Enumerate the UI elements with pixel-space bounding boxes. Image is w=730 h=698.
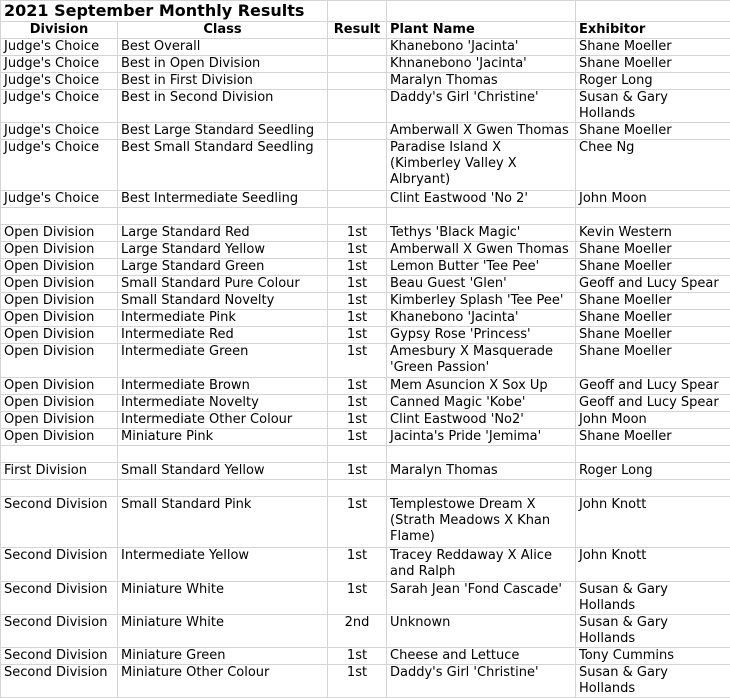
- plant-name-cell: Canned Magic 'Kobe': [387, 395, 576, 412]
- plant-name-cell: Clint Eastwood 'No2': [387, 412, 576, 429]
- plant-name-cell: Daddy's Girl 'Christine': [387, 665, 576, 698]
- division-cell: Open Division: [1, 276, 118, 293]
- result-cell: 1st: [328, 259, 387, 276]
- exhibitor-cell: Shane Moeller: [576, 310, 730, 327]
- exhibitor-cell: Roger Long: [576, 463, 730, 480]
- plant-name-cell: Amberwall X Gwen Thomas: [387, 123, 576, 140]
- result-cell: [328, 208, 387, 225]
- division-cell: Second Division: [1, 648, 118, 665]
- exhibitor-cell: Shane Moeller: [576, 293, 730, 310]
- table-row: [1, 327, 730, 344]
- plant-name-cell: Tethys 'Black Magic': [387, 225, 576, 242]
- class-cell: Best Intermediate Seedling: [118, 191, 328, 208]
- plant-name-cell: Paradise Island X (Kimberley Valley X Albryant): [387, 140, 576, 191]
- plant-name-cell: Maralyn Thomas: [387, 463, 576, 480]
- result-cell: [328, 73, 387, 90]
- class-cell: Intermediate Red: [118, 327, 328, 344]
- class-cell: [118, 446, 328, 463]
- blank-row: [1, 208, 730, 225]
- division-cell: Judge's Choice: [1, 90, 118, 123]
- result-cell: 1st: [328, 665, 387, 698]
- exhibitor-cell: John Knott: [576, 548, 730, 582]
- plant-name-cell: [387, 446, 576, 463]
- class-cell: Best in Open Division: [118, 56, 328, 73]
- result-cell: [328, 90, 387, 123]
- class-cell: Large Standard Green: [118, 259, 328, 276]
- class-cell: Miniature White: [118, 582, 328, 615]
- header-result: Result: [328, 22, 387, 39]
- table-row: [1, 582, 730, 615]
- class-cell: Small Standard Novelty: [118, 293, 328, 310]
- title-row: [1, 1, 730, 22]
- table-row: [1, 123, 730, 140]
- plant-name-cell: Tracey Reddaway X Alice and Ralph: [387, 548, 576, 582]
- result-cell: 1st: [328, 293, 387, 310]
- plant-name-cell: Lemon Butter 'Tee Pee': [387, 259, 576, 276]
- division-cell: Second Division: [1, 497, 118, 548]
- division-cell: Open Division: [1, 429, 118, 446]
- division-cell: Open Division: [1, 242, 118, 259]
- table-row: [1, 395, 730, 412]
- result-cell: 1st: [328, 582, 387, 615]
- result-cell: [328, 56, 387, 73]
- class-cell: Intermediate Pink: [118, 310, 328, 327]
- class-cell: Miniature Other Colour: [118, 665, 328, 698]
- division-cell: Open Division: [1, 293, 118, 310]
- division-cell: Judge's Choice: [1, 191, 118, 208]
- class-cell: Best Large Standard Seedling: [118, 123, 328, 140]
- result-cell: 1st: [328, 310, 387, 327]
- division-cell: [1, 208, 118, 225]
- header-class: Class: [118, 22, 328, 39]
- division-cell: Open Division: [1, 344, 118, 378]
- exhibitor-cell: Shane Moeller: [576, 259, 730, 276]
- class-cell: Small Standard Pure Colour: [118, 276, 328, 293]
- division-cell: Judge's Choice: [1, 140, 118, 191]
- division-cell: Open Division: [1, 225, 118, 242]
- table-row: [1, 56, 730, 73]
- class-cell: Intermediate Yellow: [118, 548, 328, 582]
- result-cell: 1st: [328, 463, 387, 480]
- table-row: [1, 191, 730, 208]
- division-cell: Open Division: [1, 395, 118, 412]
- class-cell: Miniature White: [118, 615, 328, 648]
- class-cell: Intermediate Other Colour: [118, 412, 328, 429]
- result-cell: [328, 39, 387, 56]
- exhibitor-cell: Shane Moeller: [576, 242, 730, 259]
- exhibitor-cell: Geoff and Lucy Spear: [576, 395, 730, 412]
- blank-row: [1, 446, 730, 463]
- division-cell: Open Division: [1, 327, 118, 344]
- table-row: [1, 412, 730, 429]
- header-division: Division: [1, 22, 118, 39]
- class-cell: Intermediate Brown: [118, 378, 328, 395]
- plant-name-cell: Khanebono 'Jacinta': [387, 310, 576, 327]
- plant-name-cell: Kimberley Splash 'Tee Pee': [387, 293, 576, 310]
- exhibitor-cell: Shane Moeller: [576, 429, 730, 446]
- table-row: [1, 225, 730, 242]
- division-cell: Judge's Choice: [1, 39, 118, 56]
- result-cell: [328, 191, 387, 208]
- exhibitor-cell: Chee Ng: [576, 140, 730, 191]
- exhibitor-cell: Shane Moeller: [576, 327, 730, 344]
- exhibitor-cell: John Moon: [576, 412, 730, 429]
- exhibitor-cell: [576, 446, 730, 463]
- class-cell: Miniature Pink: [118, 429, 328, 446]
- plant-name-cell: Unknown: [387, 615, 576, 648]
- table-row: [1, 39, 730, 56]
- division-cell: [1, 446, 118, 463]
- result-cell: 2nd: [328, 615, 387, 648]
- table-row: [1, 276, 730, 293]
- exhibitor-cell: Shane Moeller: [576, 123, 730, 140]
- blank-row: [1, 480, 730, 497]
- result-cell: 1st: [328, 429, 387, 446]
- division-cell: Open Division: [1, 412, 118, 429]
- class-cell: Large Standard Red: [118, 225, 328, 242]
- exhibitor-cell: Shane Moeller: [576, 39, 730, 56]
- plant-name-cell: Khnanebono 'Jacinta': [387, 56, 576, 73]
- division-cell: Open Division: [1, 378, 118, 395]
- class-cell: Intermediate Green: [118, 344, 328, 378]
- plant-name-cell: Amesbury X Masquerade 'Green Passion': [387, 344, 576, 378]
- exhibitor-cell: Tony Cummins: [576, 648, 730, 665]
- result-cell: [328, 123, 387, 140]
- table-row: [1, 310, 730, 327]
- result-cell: 1st: [328, 412, 387, 429]
- exhibitor-cell: [576, 208, 730, 225]
- plant-name-cell: Maralyn Thomas: [387, 73, 576, 90]
- class-cell: Miniature Green: [118, 648, 328, 665]
- table-row: [1, 429, 730, 446]
- result-cell: 1st: [328, 497, 387, 548]
- class-cell: [118, 480, 328, 497]
- table-row: [1, 615, 730, 648]
- exhibitor-cell: Roger Long: [576, 73, 730, 90]
- result-cell: 1st: [328, 648, 387, 665]
- plant-name-cell: Clint Eastwood 'No 2': [387, 191, 576, 208]
- plant-name-cell: Cheese and Lettuce: [387, 648, 576, 665]
- result-cell: [328, 446, 387, 463]
- class-cell: Best in Second Division: [118, 90, 328, 123]
- class-cell: Best Overall: [118, 39, 328, 56]
- result-cell: 1st: [328, 378, 387, 395]
- exhibitor-cell: Shane Moeller: [576, 56, 730, 73]
- plant-name-cell: Gypsy Rose 'Princess': [387, 327, 576, 344]
- table-row: [1, 648, 730, 665]
- table-row: [1, 73, 730, 90]
- plant-name-cell: Templestowe Dream X (Strath Meadows X Khan Flame): [387, 497, 576, 548]
- table-row: [1, 293, 730, 310]
- exhibitor-cell: Kevin Western: [576, 225, 730, 242]
- exhibitor-cell: Susan & Gary Hollands: [576, 582, 730, 615]
- plant-name-cell: [387, 480, 576, 497]
- table-row: [1, 259, 730, 276]
- result-cell: [328, 140, 387, 191]
- plant-name-cell: Amberwall X Gwen Thomas: [387, 242, 576, 259]
- exhibitor-cell: John Knott: [576, 497, 730, 548]
- class-cell: Best Small Standard Seedling: [118, 140, 328, 191]
- plant-name-cell: Daddy's Girl 'Christine': [387, 90, 576, 123]
- plant-name-cell: [387, 208, 576, 225]
- result-cell: 1st: [328, 327, 387, 344]
- exhibitor-cell: Geoff and Lucy Spear: [576, 378, 730, 395]
- result-cell: [328, 480, 387, 497]
- result-cell: 1st: [328, 225, 387, 242]
- table-row: [1, 140, 730, 191]
- table-row: [1, 497, 730, 548]
- division-cell: Second Division: [1, 548, 118, 582]
- exhibitor-cell: John Moon: [576, 191, 730, 208]
- class-cell: Intermediate Novelty: [118, 395, 328, 412]
- plant-name-cell: Sarah Jean 'Fond Cascade': [387, 582, 576, 615]
- result-cell: 1st: [328, 395, 387, 412]
- header-row: [1, 22, 730, 39]
- sheet-title: 2021 September Monthly Results: [1, 1, 328, 22]
- division-cell: Judge's Choice: [1, 73, 118, 90]
- result-cell: 1st: [328, 344, 387, 378]
- plant-name-cell: Beau Guest 'Glen': [387, 276, 576, 293]
- class-cell: Large Standard Yellow: [118, 242, 328, 259]
- exhibitor-cell: Susan & Gary Hollands: [576, 665, 730, 698]
- class-cell: Small Standard Pink: [118, 497, 328, 548]
- exhibitor-cell: Shane Moeller: [576, 344, 730, 378]
- exhibitor-cell: [576, 480, 730, 497]
- header-plant-name: Plant Name: [387, 22, 576, 39]
- division-cell: Open Division: [1, 259, 118, 276]
- exhibitor-cell: Susan & Gary Hollands: [576, 615, 730, 648]
- result-cell: 1st: [328, 548, 387, 582]
- table-row: [1, 242, 730, 259]
- table-row: [1, 463, 730, 480]
- plant-name-cell: Jacinta's Pride 'Jemima': [387, 429, 576, 446]
- exhibitor-cell: Susan & Gary Hollands: [576, 90, 730, 123]
- class-cell: Best in First Division: [118, 73, 328, 90]
- table-row: [1, 344, 730, 378]
- class-cell: [118, 208, 328, 225]
- division-cell: Judge's Choice: [1, 56, 118, 73]
- table-row: [1, 665, 730, 698]
- table-row: [1, 548, 730, 582]
- division-cell: Judge's Choice: [1, 123, 118, 140]
- table-row: [1, 90, 730, 123]
- division-cell: Open Division: [1, 310, 118, 327]
- plant-name-cell: Mem Asuncion X Sox Up: [387, 378, 576, 395]
- division-cell: First Division: [1, 463, 118, 480]
- division-cell: [1, 480, 118, 497]
- division-cell: Second Division: [1, 582, 118, 615]
- class-cell: Small Standard Yellow: [118, 463, 328, 480]
- result-cell: 1st: [328, 276, 387, 293]
- exhibitor-cell: Geoff and Lucy Spear: [576, 276, 730, 293]
- plant-name-cell: Khanebono 'Jacinta': [387, 39, 576, 56]
- division-cell: Second Division: [1, 615, 118, 648]
- result-cell: 1st: [328, 242, 387, 259]
- division-cell: Second Division: [1, 665, 118, 698]
- table-row: [1, 378, 730, 395]
- header-exhibitor: Exhibitor: [576, 22, 730, 39]
